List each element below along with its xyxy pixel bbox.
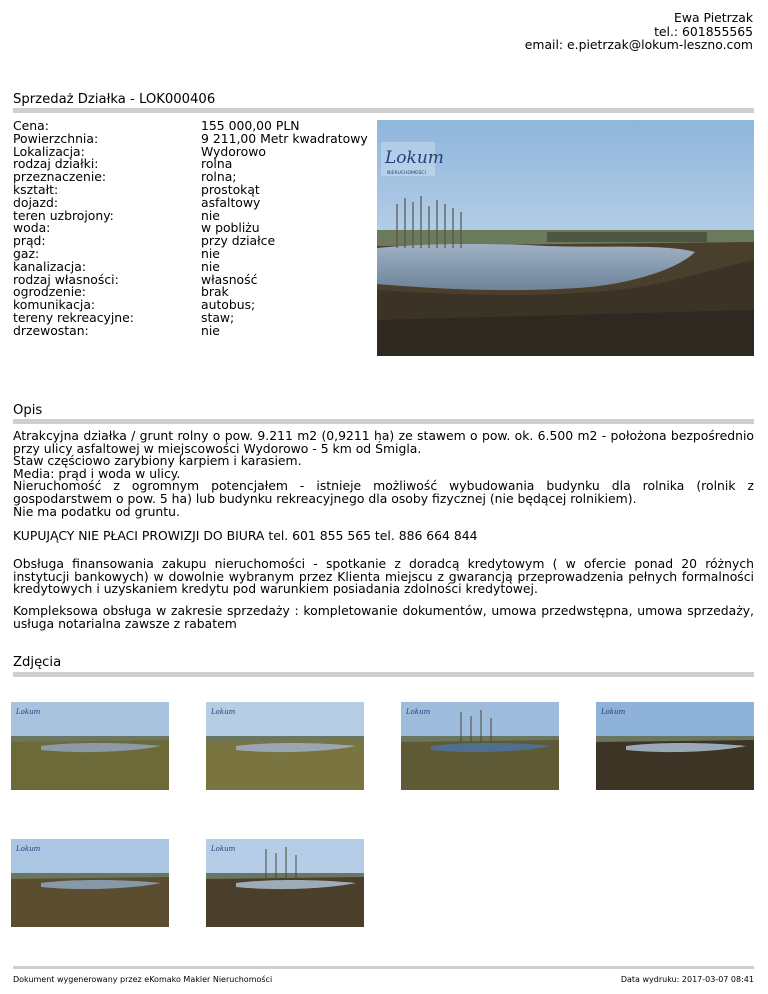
description-heading: Opis — [13, 403, 43, 418]
thumbnail-logo: Lokum — [16, 708, 41, 716]
property-label: woda: — [13, 220, 51, 236]
svg-text:NIERUCHOMOŚCI: NIERUCHOMOŚCI — [387, 171, 426, 176]
property-label: rodzaj własności: — [13, 271, 119, 287]
photos-heading: Zdjęcia — [13, 655, 62, 670]
thumbnail-logo: Lokum — [16, 845, 41, 853]
photo-thumbnail[interactable] — [206, 702, 364, 790]
main-photo[interactable] — [377, 120, 754, 356]
property-value: nie — [201, 207, 220, 223]
commission-note: KUPUJĄCY NIE PŁACI PROWIZJI DO BIURA tel. 601 855 565 tel. 886 664 844 — [13, 528, 478, 543]
property-label: przeznaczenie: — [13, 169, 107, 185]
property-label: Powierzchnia: — [13, 130, 99, 146]
photo-thumbnail[interactable] — [596, 702, 754, 790]
property-value: przy działce — [201, 233, 276, 249]
photo-thumbnail[interactable] — [11, 702, 169, 790]
financing-note: Obsługa finansowania zakupu nieruchomości - spotkanie z doradcą kredytowym ( w ofercie ponad 20 różnych instytucji bankowych) w dowolnie wybranym przez Klienta miejscu z gwarancją przeprowadzenia pełnych formalności kredytowych i uzyskaniem kredytu pod warunkiem posiadania zdolności kredytowej. — [13, 556, 754, 597]
property-label: gaz: — [13, 245, 40, 261]
property-label: Lokalizacja: — [13, 143, 85, 159]
footer-divider — [13, 966, 754, 969]
description-divider — [13, 419, 754, 424]
property-value: 155 000,00 PLN — [201, 118, 300, 133]
property-value: nie — [201, 245, 220, 261]
property-value: rolna — [201, 156, 233, 172]
property-value: 9 211,00 Metr kwadratowy — [201, 130, 368, 146]
photo-thumbnail[interactable] — [206, 839, 364, 927]
property-value: w pobliżu — [201, 220, 260, 236]
property-label: komunikacja: — [13, 297, 96, 313]
property-value: nie — [201, 258, 220, 274]
property-value: autobus; — [201, 297, 256, 313]
property-label: kształt: — [13, 181, 59, 197]
logo-watermark: Lokum — [385, 148, 444, 168]
agent-contact — [525, 11, 753, 52]
thumbnail-logo: Lokum — [406, 708, 431, 716]
thumbnail-logo: Lokum — [211, 845, 236, 853]
thumbnail-logo: Lokum — [601, 708, 626, 716]
property-label: kanalizacja: — [13, 258, 87, 274]
photo-thumbnail[interactable] — [401, 702, 559, 790]
description-line: Atrakcyjna działka / grunt rolny o pow. 9.211 m2 (0,9211 ha) ze stawem o pow. ok. 6.500 m2 - położona bezpośrednio przy ulicy asfaltowej w miejscowości Wydorowo - 5 km od Śmigla. — [13, 428, 754, 456]
property-value: prostokąt — [201, 181, 260, 197]
footer-print-date: Data wydruku: 2017-03-07 08:41 — [620, 975, 754, 984]
description-line: Staw częściowo zarybiony karpiem i karasiem. — [13, 453, 302, 469]
property-value: rolna; — [201, 169, 237, 185]
property-value: Wydorowo — [201, 143, 266, 159]
agent-name: Ewa Pietrzak — [674, 10, 753, 25]
property-value: staw; — [201, 309, 235, 325]
property-label: rodzaj działki: — [13, 156, 99, 172]
property-value: asfaltowy — [201, 194, 261, 210]
footer-generator: Dokument wygenerowany przez eKomako Makler Nieruchomości — [13, 975, 273, 984]
property-label: teren uzbrojony: — [13, 207, 114, 223]
agent-email: email: e.pietrzak@lokum-leszno.com — [524, 37, 753, 52]
property-label: Cena: — [13, 118, 49, 133]
title-divider — [13, 108, 754, 113]
description-line: Nieruchomość z ogromnym potencjałem - istnieje możliwość wybudowania budynku dla rolnika (rolnik z gospodarstwem o pow. 5 ha) lub budynku rekreacyjnego dla osoby fizycznej (nie będącej rolnikiem). — [13, 478, 754, 506]
property-label: drzewostan: — [13, 322, 89, 338]
property-label: prąd: — [13, 233, 46, 249]
description-line: Media: prąd i woda w ulicy. — [13, 465, 181, 481]
service-note: Kompleksowa obsługa w zakresie sprzedaży : kompletowanie dokumentów, umowa przedwstępna, umowa sprzedaży, usługa notarialna zawsze z rabatem — [13, 603, 754, 631]
thumbnail-logo: Lokum — [211, 708, 236, 716]
property-value: nie — [201, 322, 220, 338]
photo-thumbnail[interactable] — [11, 839, 169, 927]
agent-phone: tel.: 601855565 — [654, 23, 753, 39]
page-title: Sprzedaż Działka - LOK000406 — [13, 92, 216, 107]
description-line: Nie ma podatku od gruntu. — [13, 503, 180, 519]
property-label: dojazd: — [13, 194, 59, 210]
property-value: brak — [201, 284, 229, 300]
description-text — [13, 430, 754, 518]
property-label: tereny rekreacyjne: — [13, 309, 134, 325]
property-label: ogrodzenie: — [13, 284, 86, 300]
photos-divider — [13, 672, 754, 677]
property-value: własność — [201, 271, 258, 287]
